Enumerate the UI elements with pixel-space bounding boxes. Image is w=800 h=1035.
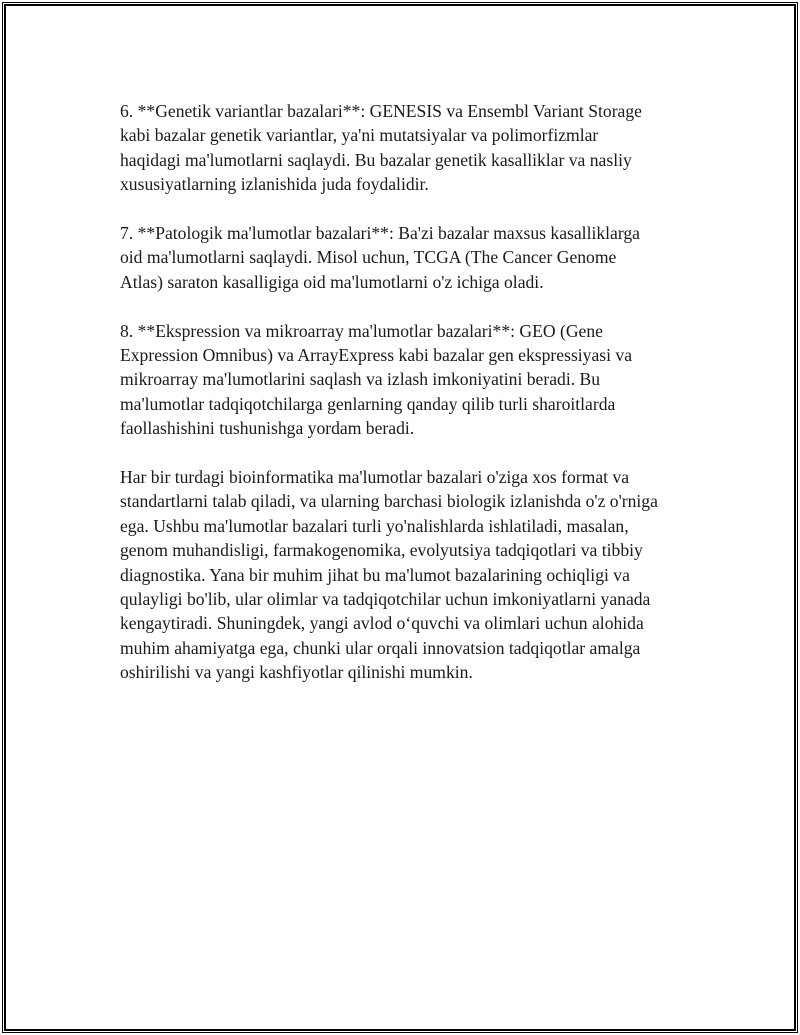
paragraph-expression-microarray-databases: 8. **Ekspression va mikroarray ma'lumotlar bazalari**: GEO (Gene Expression Omnibus) va ArrayExpress kabi bazalar gen ekspressiyasi va mikroarray ma'lumotlarini saqlash va izlash imkoniyatini beradi. Bu ma'lumotlar tadqiqotchilarga genlarning qanday qilib turli sharoitlarda faollashishini tushunishga yordam beradi.: [120, 320, 633, 439]
paragraph-conclusion: Har bir turdagi bioinformatika ma'lumotlar bazalari o'ziga xos format va standartlarni talab qiladi, va ularning barchasi biologik izlanishda o'z o'rniga ega. Ushbu ma'lumotlar bazalari turli yo'nalishlarda ishlatiladi, masalan, genom muhandisligi, farmakogenomika, evolyutsiya tadqiqotlari va tibbiy diagnostika. Yana bir muhim jihat bu ma'lumot bazalarining ochiqligi va qulayligi bo'lib, ular olimlar va tadqiqotchilar uchun imkoniyatlarni yanada kengaytiradi. Shuningdek, yangi avlod o‘quvchi va olimlari uchun alohida muhim ahamiyatga ega, chunki ular orqali innovatsion tadqiqotlar amalga oshirilishi va yangi kashfiyotlar qilinishi mumkin.: [120, 467, 658, 683]
paragraph-pathology-databases: 7. **Patologik ma'lumotlar bazalari**: Ba'zi bazalar maxsus kasalliklarga oid ma'lumotlarni saqlaydi. Misol uchun, TCGA (The Cancer Genome Atlas) saraton kasalligiga oid ma'lumotlarni o'z ichiga oladi.: [120, 223, 640, 292]
paragraph-genetic-variant-databases: 6. **Genetik variantlar bazalari**: GENESIS va Ensembl Variant Storage kabi bazalar genetik variantlar, ya'ni mutatsiyalar va polimorfizmlar haqidagi ma'lumotlarni saqlaydi. Bu bazalar genetik kasalliklar va nasliy xususiyatlarning izlanishida juda foydalidir.: [120, 101, 642, 195]
page-frame: [4, 4, 796, 1031]
document-body: [120, 99, 700, 709]
